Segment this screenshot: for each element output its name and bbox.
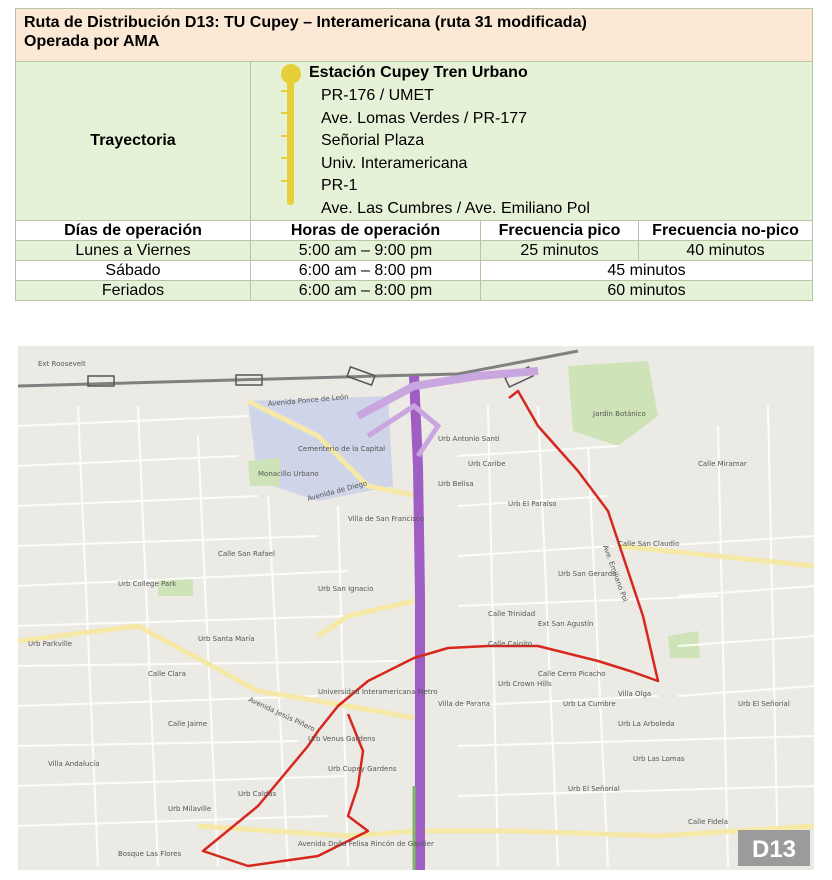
map-label: Calle Cerro Picacho — [538, 670, 606, 678]
route-title-line2: Operada por AMA — [24, 33, 160, 50]
map-label: Urb Caldas — [238, 790, 277, 798]
map-label: Bosque Las Flores — [118, 850, 182, 858]
map-label: Calle Trinidad — [488, 610, 536, 618]
map-label: Villa de San Francisco — [348, 515, 425, 523]
header-days: Días de operación — [16, 221, 251, 241]
map-label: Universidad Interamericana Metro — [318, 688, 438, 696]
map-label: Calle Cainito — [488, 640, 533, 648]
map-label: Urb San Ignacio — [318, 585, 374, 593]
row-days: Lunes a Viernes — [16, 241, 251, 261]
trayectoria-stops — [251, 62, 813, 221]
map-label: Urb Crown Hills — [498, 680, 552, 688]
map-label: Urb Parkville — [28, 640, 73, 648]
header-hours: Horas de operación — [251, 221, 481, 241]
map-label: Calle Fidela — [688, 818, 729, 826]
row-hours: 6:00 am – 8:00 pm — [251, 261, 481, 281]
route-info-table — [15, 8, 813, 301]
trayectoria-label: Trayectoria — [16, 62, 251, 221]
row-offpeak: 40 minutos — [639, 241, 813, 261]
map-label: Urb La Arboleda — [618, 720, 675, 728]
row-hours: 5:00 am – 9:00 pm — [251, 241, 481, 261]
map-label: Urb Antonio Santi — [438, 435, 500, 443]
map-label: Avenida de Diego — [306, 479, 368, 503]
map-label: Urb San Gerardo — [558, 570, 617, 578]
map-label: Urb Belisa — [438, 480, 474, 488]
header-offpeak: Frecuencia no-pico — [639, 221, 813, 241]
route-title-line1: Ruta de Distribución D13: TU Cupey – Interamericana (ruta 31 modificada) — [24, 14, 587, 31]
map-label: Urb Santa María — [198, 635, 255, 643]
route-title — [16, 9, 813, 62]
map-label: Calle Miramar — [698, 460, 747, 468]
map-label: Calle San Rafael — [218, 550, 275, 558]
stop-0: Estación Cupey Tren Urbano — [309, 64, 528, 81]
row-hours: 6:00 am – 8:00 pm — [251, 281, 481, 301]
map-badge: D13 — [751, 836, 797, 863]
route-map — [18, 346, 814, 870]
map-label: Urb Las Lomas — [633, 755, 685, 763]
table-row — [16, 241, 813, 261]
map-label: Urb La Cumbre — [563, 700, 616, 708]
stop-5: PR-1 — [321, 177, 358, 194]
row-freq: 45 minutos — [481, 261, 813, 281]
map-label: Urb El Señorial — [568, 785, 620, 793]
map-label: Jardín Botánico — [593, 410, 646, 418]
map-label: Ext San Agustín — [538, 620, 594, 628]
map-label: Urb El Paraíso — [508, 500, 557, 508]
map-label: Ave. Emiliano Pol — [601, 543, 630, 603]
map-label: Villa de Parana — [438, 700, 491, 708]
map-label: Urb Caribe — [468, 460, 506, 468]
map-label: Villa Olga — [618, 690, 652, 698]
row-days: Sábado — [16, 261, 251, 281]
map-label: Avenida Doña Felisa Rincón de Gautier — [298, 840, 434, 848]
table-row — [16, 261, 813, 281]
stop-6: Ave. Las Cumbres / Ave. Emiliano Pol — [321, 200, 590, 217]
map-label: Urb College Park — [118, 580, 177, 588]
route-map-svg — [18, 346, 814, 870]
row-peak: 25 minutos — [481, 241, 639, 261]
map-label: Urb Cupey Gardens — [328, 765, 397, 773]
map-label: Avenida Jesús Piñero — [247, 695, 317, 734]
map-label: Avenida Ponce de León — [267, 392, 349, 408]
map-label: Urb Milaville — [168, 805, 212, 813]
map-label: Calle San Claudio — [618, 540, 680, 548]
header-peak: Frecuencia pico — [481, 221, 639, 241]
table-row — [16, 281, 813, 301]
map-label: Calle Jaime — [168, 720, 208, 728]
map-label: Calle Clara — [148, 670, 186, 678]
stop-4: Univ. Interamericana — [321, 155, 468, 172]
map-label: Urb El Señorial — [738, 700, 790, 708]
map-label: Monacillo Urbano — [258, 470, 319, 478]
row-days: Feriados — [16, 281, 251, 301]
map-label: Urb Venus Gardens — [308, 735, 376, 743]
row-freq: 60 minutos — [481, 281, 813, 301]
stop-2: Ave. Lomas Verdes / PR-177 — [321, 110, 528, 127]
map-label: Ext Roosevelt — [38, 360, 86, 368]
map-label: Cementerio de la Capital — [298, 445, 386, 453]
stop-3: Señorial Plaza — [321, 132, 425, 149]
stop-line-icon — [271, 62, 311, 220]
stop-1: PR-176 / UMET — [321, 87, 434, 104]
map-label: Villa Andalucía — [48, 760, 100, 768]
